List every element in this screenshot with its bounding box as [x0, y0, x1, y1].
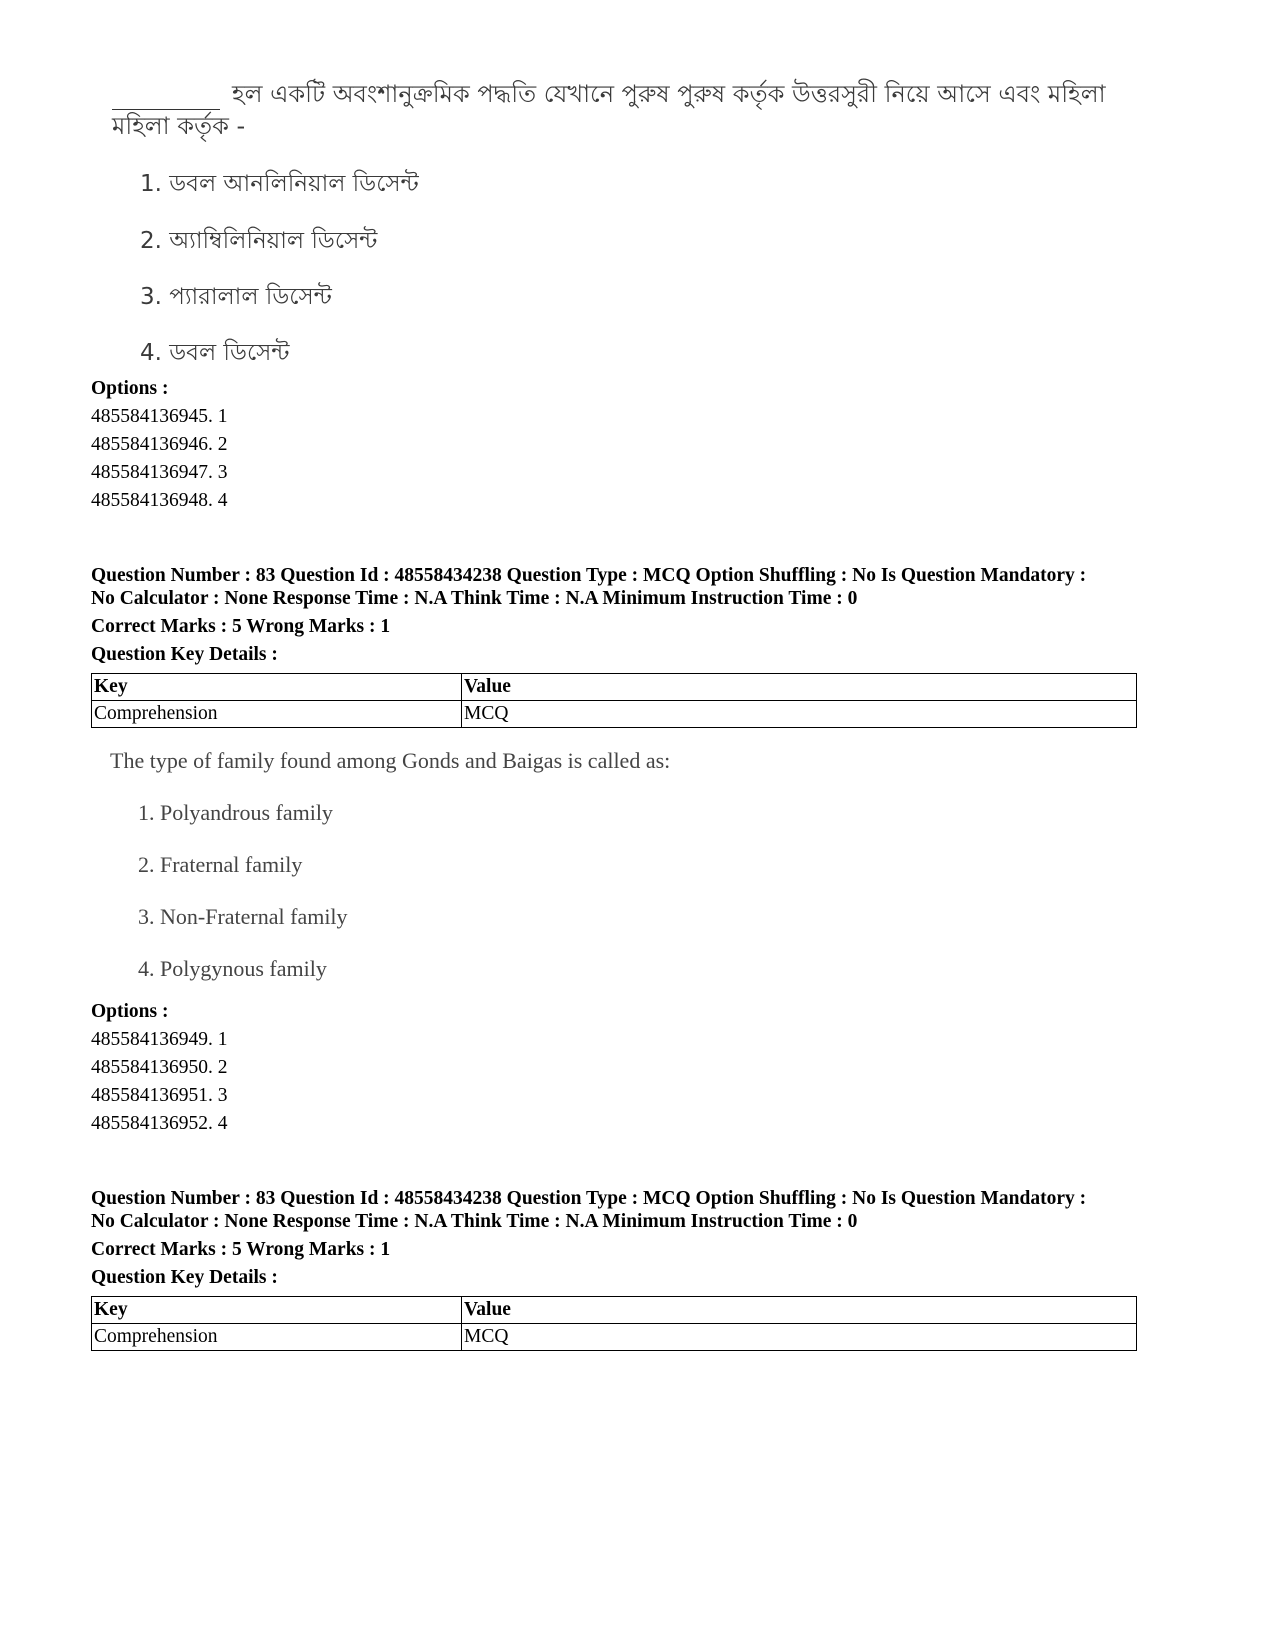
choice-3: 3. প্যারালাল ডিসেন্ট [140, 284, 332, 310]
key-details-label: Question Key Details : [91, 644, 278, 665]
stem-line-2: মহিলা কর্তৃক - [112, 112, 246, 140]
key-details-label: Question Key Details : [91, 1267, 278, 1288]
question-82-image [112, 78, 1162, 142]
marks-line: Correct Marks : 5 Wrong Marks : 1 [91, 1239, 391, 1260]
marks-line: Correct Marks : 5 Wrong Marks : 1 [91, 616, 391, 637]
question-meta-line-1: Question Number : 83 Question Id : 48558434238 Question Type : MCQ Option Shuffling : No Is Question Mandatory : [91, 565, 1087, 586]
choice-4: 4. ডবল ডিসেন্ট [140, 340, 290, 366]
cell-key: Comprehension [92, 701, 462, 728]
options-label: Options : [91, 1001, 169, 1022]
option-id-4: 485584136952. 4 [91, 1113, 228, 1134]
question-stem [112, 78, 1162, 110]
cell-value: MCQ [462, 701, 1137, 728]
question-stem: The type of family found among Gonds and Baigas is called as: [110, 748, 671, 773]
question-meta-line-1: Question Number : 83 Question Id : 48558434238 Question Type : MCQ Option Shuffling : No Is Question Mandatory : [91, 1188, 1087, 1209]
choice-2: 2. অ্যাম্বিলিনিয়াল ডিসেন্ট [140, 228, 378, 254]
choice-4: 4. Polygynous family [138, 956, 327, 981]
table-header-row [92, 1297, 1137, 1324]
option-id-1: 485584136949. 1 [91, 1029, 228, 1050]
question-key-table [91, 673, 1137, 728]
options-label: Options : [91, 378, 169, 399]
option-id-3: 485584136951. 3 [91, 1085, 228, 1106]
choice-1: 1. Polyandrous family [138, 800, 333, 825]
cell-value: MCQ [462, 1324, 1137, 1351]
table-row [92, 701, 1137, 728]
header-key: Key [92, 1297, 462, 1324]
stem-line-1: হল একটি অবংশানুক্রমিক পদ্ধতি যেখানে পুরুষ পুরুষ কর্তৃক উত্তরসুরী নিয়ে আসে এবং মহিলা [232, 80, 1106, 108]
option-id-3: 485584136947. 3 [91, 462, 228, 483]
fill-blank-line [112, 83, 220, 110]
choice-2: 2. Fraternal family [138, 852, 303, 877]
option-id-1: 485584136945. 1 [91, 406, 228, 427]
cell-key: Comprehension [92, 1324, 462, 1351]
table-header-row [92, 674, 1137, 701]
option-id-4: 485584136948. 4 [91, 490, 228, 511]
option-id-2: 485584136946. 2 [91, 434, 228, 455]
option-id-2: 485584136950. 2 [91, 1057, 228, 1078]
header-value: Value [462, 674, 1137, 701]
choice-1: 1. ডবল আনলিনিয়াল ডিসেন্ট [140, 171, 419, 197]
question-meta-line-2: No Calculator : None Response Time : N.A Think Time : N.A Minimum Instruction Time : 0 [91, 1211, 858, 1232]
choice-3: 3. Non-Fraternal family [138, 904, 348, 929]
header-value: Value [462, 1297, 1137, 1324]
header-key: Key [92, 674, 462, 701]
table-row [92, 1324, 1137, 1351]
question-meta-line-2: No Calculator : None Response Time : N.A Think Time : N.A Minimum Instruction Time : 0 [91, 588, 858, 609]
question-key-table [91, 1296, 1137, 1351]
